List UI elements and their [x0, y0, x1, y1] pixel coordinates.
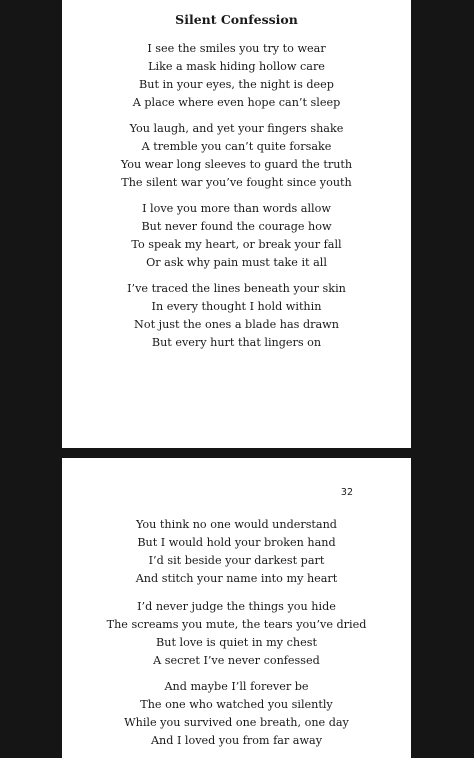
- poem-line: And I loved you from far away: [150, 734, 323, 747]
- poem-line: The silent war you’ve fought since youth: [121, 176, 352, 189]
- poem-line: I’d sit beside your darkest part: [148, 554, 325, 567]
- poem-line: But in your eyes, the night is deep: [139, 78, 334, 91]
- poem-line: While you survived one breath, one day: [124, 716, 349, 729]
- poem-line: Or ask why pain must take it all: [146, 256, 327, 269]
- poem-line: A secret I’ve never confessed: [153, 654, 320, 667]
- poem-line: But I would hold your broken hand: [137, 536, 336, 549]
- stanza-3: [62, 200, 411, 272]
- poem-line: I love you more than words allow: [142, 202, 331, 215]
- poem-line: I’d never judge the things you hide: [137, 600, 336, 613]
- poem-line: You laugh, and yet your fingers shake: [129, 122, 344, 135]
- stanza-1: [62, 40, 411, 112]
- poem-line: You wear long sleeves to guard the truth: [120, 158, 353, 171]
- poem-title: Silent Confession: [175, 12, 298, 27]
- poem-line: Not just the ones a blade has drawn: [134, 318, 339, 331]
- poem-line: I see the smiles you try to wear: [147, 42, 326, 55]
- poem-line: And maybe I’ll forever be: [164, 680, 309, 693]
- stanza-4: [62, 280, 411, 352]
- poem-line: Like a mask hiding hollow care: [148, 60, 325, 73]
- poem-line: And stitch your name into my heart: [135, 572, 338, 585]
- stanza-5: [62, 516, 411, 588]
- poem-line: But never found the courage how: [141, 220, 332, 233]
- stanza-2: [62, 120, 411, 192]
- poem-line: I’ve traced the lines beneath your skin: [127, 282, 346, 295]
- stanza-6: [62, 598, 411, 670]
- poem-line: In every thought I hold within: [151, 300, 322, 313]
- poem-line: The one who watched you silently: [140, 698, 333, 711]
- poem-line: A place where even hope can’t sleep: [132, 96, 341, 109]
- poem-line: You think no one would understand: [136, 518, 337, 531]
- book-page-1: [62, 0, 411, 448]
- poem-line: But love is quiet in my chest: [156, 636, 317, 649]
- stanza-7: [62, 678, 411, 750]
- poem-line: But every hurt that lingers on: [151, 336, 322, 349]
- page-number: 32: [340, 487, 353, 498]
- poem-line: A tremble you can’t quite forsake: [141, 140, 332, 153]
- poem-line: The screams you mute, the tears you’ve dried: [106, 618, 367, 631]
- poem-line: To speak my heart, or break your fall: [131, 238, 342, 251]
- book-page-2: [62, 458, 411, 758]
